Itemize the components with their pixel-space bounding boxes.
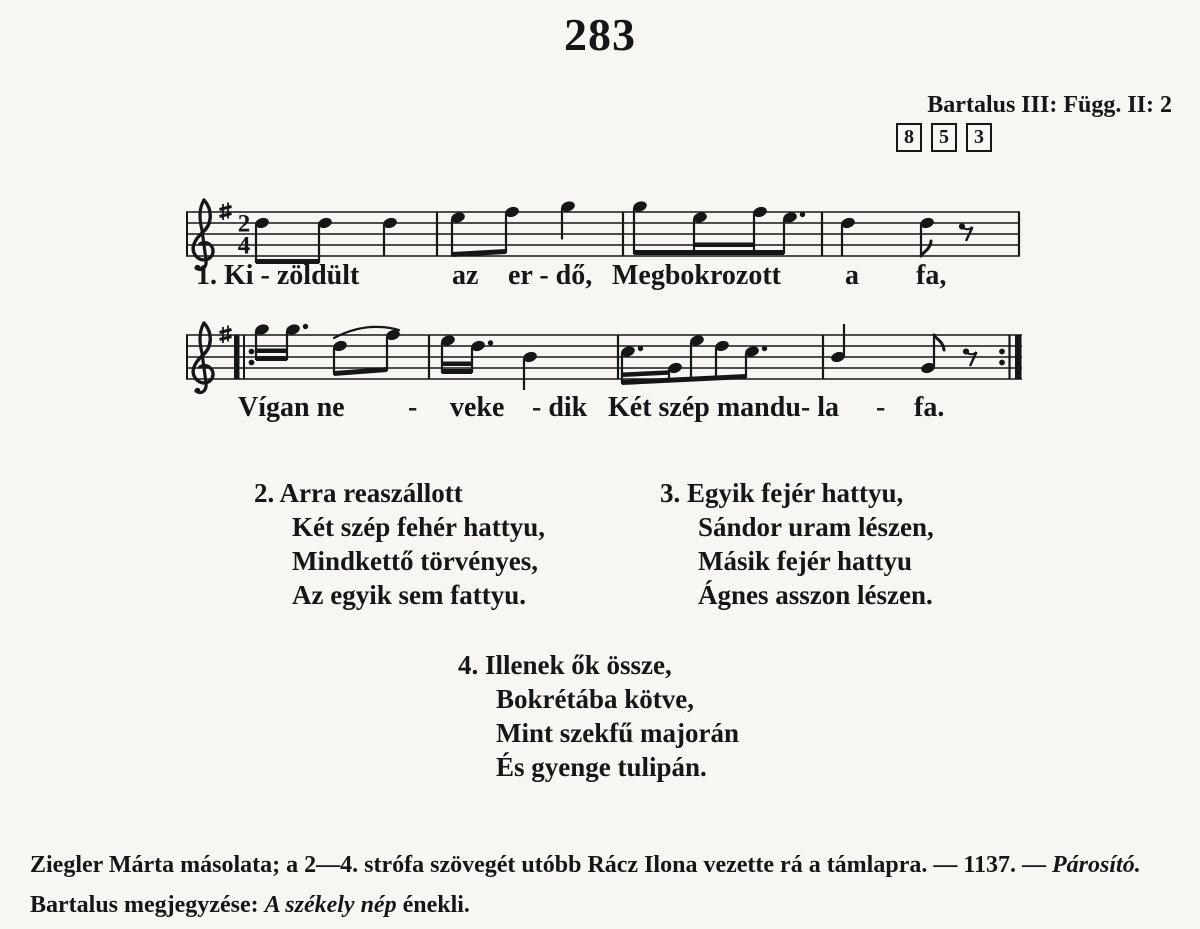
verse-line: Sándor uram lészen, — [698, 512, 934, 542]
lyric-syllable: er - dő, — [508, 260, 593, 291]
beam — [634, 250, 784, 255]
beam — [256, 349, 287, 354]
verse-line: Ágnes asszon lészen. — [698, 580, 933, 610]
beam — [256, 356, 287, 361]
time-signature: 2 — [237, 210, 251, 238]
lyric-syllable: Megbokrozott — [612, 260, 781, 291]
verse-line: Két szép fehér hattyu, — [292, 512, 545, 542]
verse-line: 4. Illenek ők össze, — [458, 650, 672, 680]
verse-2 — [254, 476, 545, 612]
repeat-start-sign — [234, 335, 240, 379]
augmentation-dot — [638, 346, 643, 351]
lyric-syllable: a — [845, 260, 859, 291]
footnote — [30, 852, 1180, 879]
verse-line: Bokrétába kötve, — [496, 684, 694, 714]
lyric-syllable: 1. Ki - zöldült — [196, 260, 360, 291]
cadence-box: 5 — [931, 123, 957, 152]
verse-line: Az egyik sem fattyu. — [292, 580, 526, 610]
beam — [442, 369, 472, 374]
page-number: 283 — [564, 9, 636, 60]
lyric-syllable: Vígan ne — [238, 392, 345, 423]
verse-line: Mindkettő törvényes, — [292, 546, 538, 576]
sharp-sign — [220, 214, 232, 217]
lyric-syllable: veke — [450, 392, 505, 423]
verse-line: 2. Arra reaszállott — [254, 478, 463, 508]
repeat-end-sign — [999, 360, 1005, 366]
lyric-syllable: fa. — [914, 392, 945, 423]
note-flag — [934, 335, 944, 350]
lyric-syllable: - — [408, 392, 418, 423]
footnote-text: énekli. — [396, 892, 470, 918]
verse-3 — [660, 476, 934, 612]
time-signature: 4 — [237, 232, 251, 260]
footnote-italic-text: Párosító. — [1052, 852, 1141, 878]
sharp-sign — [220, 330, 232, 333]
source-reference: Bartalus III: Függ. II: 2 — [927, 92, 1172, 118]
lyric-syllable: az — [452, 260, 479, 291]
footnote-italic-text: A székely nép — [264, 892, 397, 918]
beam — [442, 362, 472, 367]
repeat-start-sign — [249, 360, 255, 366]
augmentation-dot — [762, 346, 767, 351]
verse-line: Másik fejér hattyu — [698, 546, 912, 576]
lyrics-line — [0, 392, 1200, 426]
cadence-box: 3 — [966, 123, 992, 152]
footnote — [30, 892, 1180, 919]
cadence-box: 8 — [896, 123, 922, 152]
lyric-syllable: - — [876, 392, 886, 423]
beam — [622, 370, 669, 377]
augmentation-dot — [303, 324, 308, 329]
repeat-end-sign — [999, 349, 1005, 355]
repeat-end-sign — [1015, 335, 1022, 379]
verse-line: És gyenge tulipán. — [496, 752, 707, 782]
sharp-sign — [220, 207, 232, 210]
beam — [694, 243, 754, 248]
lyrics-line — [0, 260, 1200, 294]
lyric-syllable: fa, — [916, 260, 947, 291]
repeat-start-sign — [249, 349, 255, 355]
augmentation-dot — [800, 212, 805, 217]
verse-line: Mint szekfű majorán — [496, 718, 739, 748]
verse-line: 3. Egyik fejér hattyu, — [660, 478, 904, 508]
footnote-text: Ziegler Márta másolata; a 2—4. strófa szövegét utóbb Rácz Ilona vezette rá a támlapra. — 1137. — — [30, 852, 1053, 878]
lyric-syllable: Két szép mandu- la — [608, 392, 839, 423]
footnote-text: Bartalus megjegyzése: — [30, 892, 265, 918]
augmentation-dot — [488, 340, 493, 345]
sharp-sign — [220, 337, 232, 340]
note-flag — [921, 241, 931, 256]
lyric-syllable: - dik — [532, 392, 588, 423]
verse-4 — [458, 648, 739, 784]
